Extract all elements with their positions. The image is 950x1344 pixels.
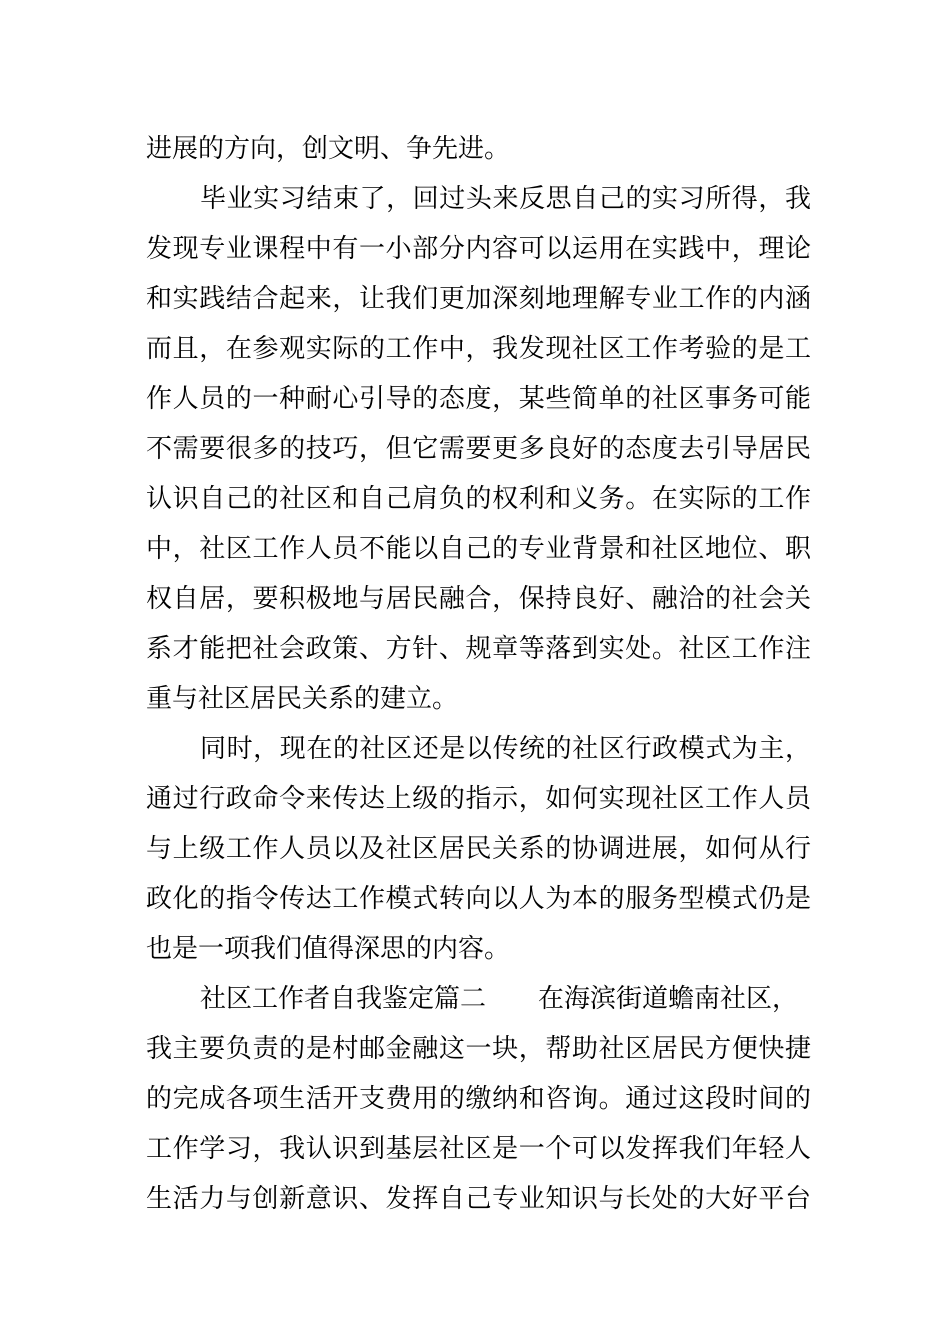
text-line: 通过行政命令来传达上级的指示，如何实现社区工作人员 [146, 784, 811, 814]
text-line: 同时，现在的社区还是以传统的社区行政模式为主， [200, 734, 811, 764]
text-line: 重与社区居民关系的建立。 [146, 684, 459, 714]
text-line: 毕业实习结束了，回过头来反思自己的实习所得，我 [200, 184, 811, 214]
text-line: 也是一项我们值得深思的内容。 [146, 934, 511, 964]
text-line: 工作学习，我认识到基层社区是一个可以发挥我们年轻人 [146, 1134, 811, 1164]
text-line: 发现专业课程中有一小部分内容可以运用在实践中，理论 [146, 234, 811, 264]
section-heading: 社区工作者自我鉴定篇二 [200, 984, 487, 1014]
text-line: 生活力与创新意识、发挥自己专业知识与长处的大好平台 [146, 1184, 811, 1214]
text-line: 与上级工作人员以及社区居民关系的协调进展，如何从行 [146, 834, 811, 864]
text-line: 的完成各项生活开支费用的缴纳和咨询。通过这段时间的 [146, 1084, 811, 1114]
text-line: 系才能把社会政策、方针、规章等落到实处。社区工作注 [146, 634, 811, 664]
document-body [146, 124, 811, 1224]
text-line: 不需要很多的技巧，但它需要更多良好的态度去引导居民 [146, 434, 811, 464]
text-line: 中，社区工作人员不能以自己的专业背景和社区地位、职 [146, 534, 811, 564]
text-line: 权自居，要积极地与居民融合，保持良好、融洽的社会关 [146, 584, 811, 614]
text-line: 认识自己的社区和自己肩负的权利和义务。在实际的工作 [146, 484, 811, 514]
text-line: 进展的方向，创文明、争先进。 [146, 134, 511, 164]
section-opening: 在海滨街道蟾南社区， [538, 984, 799, 1014]
text-line: 政化的指令传达工作模式转向以人为本的服务型模式仍是 [146, 884, 811, 914]
text-line: 和实践结合起来，让我们更加深刻地理解专业工作的内涵 [146, 284, 811, 314]
text-line: 而且，在参观实际的工作中，我发现社区工作考验的是工 [146, 334, 811, 364]
text-line: 我主要负责的是村邮金融这一块，帮助社区居民方便快捷 [146, 1034, 811, 1064]
text-line-heading [146, 974, 811, 1024]
text-line: 作人员的一种耐心引导的态度，某些简单的社区事务可能 [146, 384, 811, 414]
